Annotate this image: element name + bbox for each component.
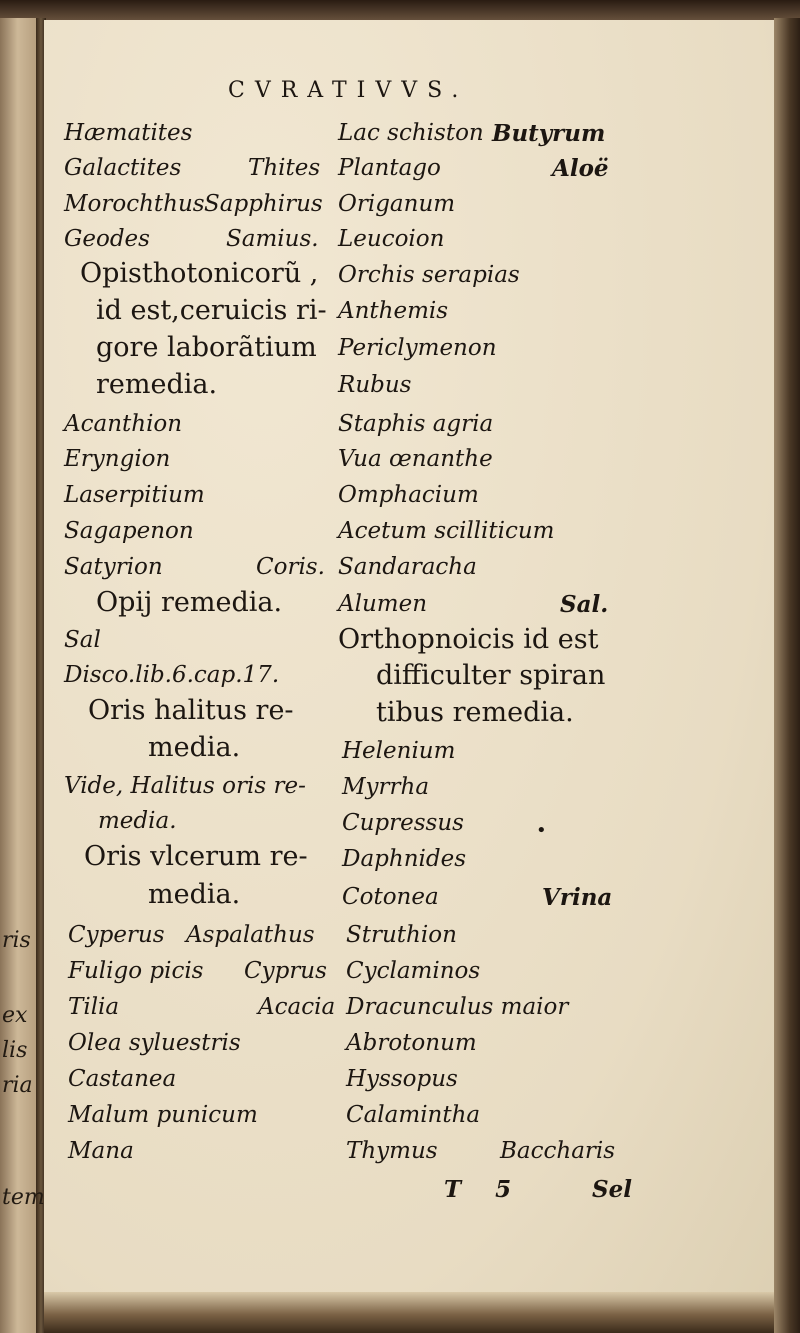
entry: Acetum scilliticum bbox=[338, 518, 555, 544]
entry: Morochthus bbox=[64, 191, 205, 217]
entry: Omphacium bbox=[338, 482, 479, 508]
entry: Baccharis bbox=[500, 1138, 616, 1164]
signature-mark: T 5 bbox=[444, 1176, 512, 1203]
entry: Aloë bbox=[552, 155, 609, 182]
margin-fragment: ria bbox=[2, 1073, 33, 1098]
entry: Sagapenon bbox=[64, 518, 194, 544]
entry: Thymus bbox=[346, 1138, 438, 1164]
entry: Helenium bbox=[342, 738, 456, 764]
entry: Plantago bbox=[338, 155, 441, 181]
right-page-edges bbox=[774, 18, 800, 1333]
margin-fragment: tem bbox=[2, 1185, 45, 1210]
entry: Vua œnanthe bbox=[338, 446, 493, 472]
entry: Malum punicum bbox=[68, 1102, 258, 1128]
entry: Galactites bbox=[64, 155, 182, 181]
entry: Alumen bbox=[338, 591, 428, 617]
entry: Geodes bbox=[64, 226, 150, 252]
margin-fragment: ex bbox=[2, 1003, 28, 1028]
entry: Tilia bbox=[68, 994, 120, 1020]
entry: Dracunculus maior bbox=[346, 994, 569, 1020]
entry: Myrrha bbox=[342, 774, 430, 800]
margin-fragment: lis bbox=[2, 1038, 28, 1063]
entry: Leucoion bbox=[338, 226, 445, 252]
section-heading: gore laborãtium bbox=[96, 332, 317, 363]
entry: Vrina bbox=[542, 884, 613, 911]
entry: Disco.lib.6.cap.17. bbox=[64, 662, 280, 688]
ink-dot: • bbox=[536, 820, 547, 841]
entry: Lac schiston bbox=[338, 120, 484, 146]
section-heading: remedia. bbox=[96, 369, 218, 400]
entry: Satyrion bbox=[64, 554, 163, 580]
section-heading: Opisthotonicorũ , bbox=[80, 258, 319, 289]
entry: Calamintha bbox=[346, 1102, 481, 1128]
entry: Struthion bbox=[346, 922, 457, 948]
catchword: Sel bbox=[592, 1176, 632, 1203]
entry: Sal. bbox=[560, 591, 609, 618]
running-header: CVRATIVVS. bbox=[228, 78, 469, 103]
facing-page-fragments bbox=[0, 0, 45, 1333]
section-heading: Opij remedia. bbox=[96, 587, 283, 618]
entry: Thites bbox=[248, 155, 321, 181]
entry: Fuligo picis bbox=[68, 958, 204, 984]
entry: Eryngion bbox=[64, 446, 171, 472]
entry: Mana bbox=[68, 1138, 134, 1164]
entry: Hyssopus bbox=[346, 1066, 458, 1092]
entry: Laserpitium bbox=[64, 482, 205, 508]
entry: Acacia bbox=[258, 994, 336, 1020]
entry: Cotonea bbox=[342, 884, 439, 910]
entry: Cyclaminos bbox=[346, 958, 481, 984]
section-heading: Orthopnoicis id est bbox=[338, 624, 599, 655]
section-heading: id est,ceruicis ri- bbox=[96, 295, 327, 326]
entry: Cupressus bbox=[342, 810, 464, 836]
entry: Acanthion bbox=[64, 411, 183, 437]
book-top-edge bbox=[0, 0, 800, 22]
entry: media. bbox=[98, 808, 177, 834]
entry: Olea syluestris bbox=[68, 1030, 241, 1056]
entry: Anthemis bbox=[338, 298, 449, 324]
entry: Sal bbox=[64, 627, 101, 653]
entry: Coris. bbox=[256, 554, 325, 580]
entry: Staphis agria bbox=[338, 411, 494, 437]
entry: Aspalathus bbox=[186, 922, 315, 948]
entry: Hæmatites bbox=[64, 120, 193, 146]
entry: Samius. bbox=[226, 226, 319, 252]
margin-fragment: ris bbox=[2, 928, 31, 953]
entry: Origanum bbox=[338, 191, 456, 217]
section-heading: media. bbox=[148, 879, 241, 910]
page-bottom-edge bbox=[44, 1292, 774, 1333]
entry: Butyrum bbox=[492, 120, 606, 147]
entry: Rubus bbox=[338, 372, 412, 398]
entry: Vide, Halitus oris re- bbox=[64, 773, 306, 799]
section-heading: tibus remedia. bbox=[376, 697, 574, 728]
entry: Castanea bbox=[68, 1066, 177, 1092]
entry: Sandaracha bbox=[338, 554, 477, 580]
entry: Orchis serapias bbox=[338, 262, 520, 288]
entry: Periclymenon bbox=[338, 335, 497, 361]
section-heading: Oris halitus re- bbox=[88, 695, 294, 726]
section-heading: difficulter spiran bbox=[376, 660, 606, 691]
section-heading: Oris vlcerum re- bbox=[84, 841, 308, 872]
entry: Sapphirus bbox=[204, 191, 323, 217]
entry: Daphnides bbox=[342, 846, 466, 872]
entry: Cyprus bbox=[244, 958, 327, 984]
entry: Abrotonum bbox=[346, 1030, 477, 1056]
section-heading: media. bbox=[148, 732, 241, 763]
entry: Cyperus bbox=[68, 922, 165, 948]
